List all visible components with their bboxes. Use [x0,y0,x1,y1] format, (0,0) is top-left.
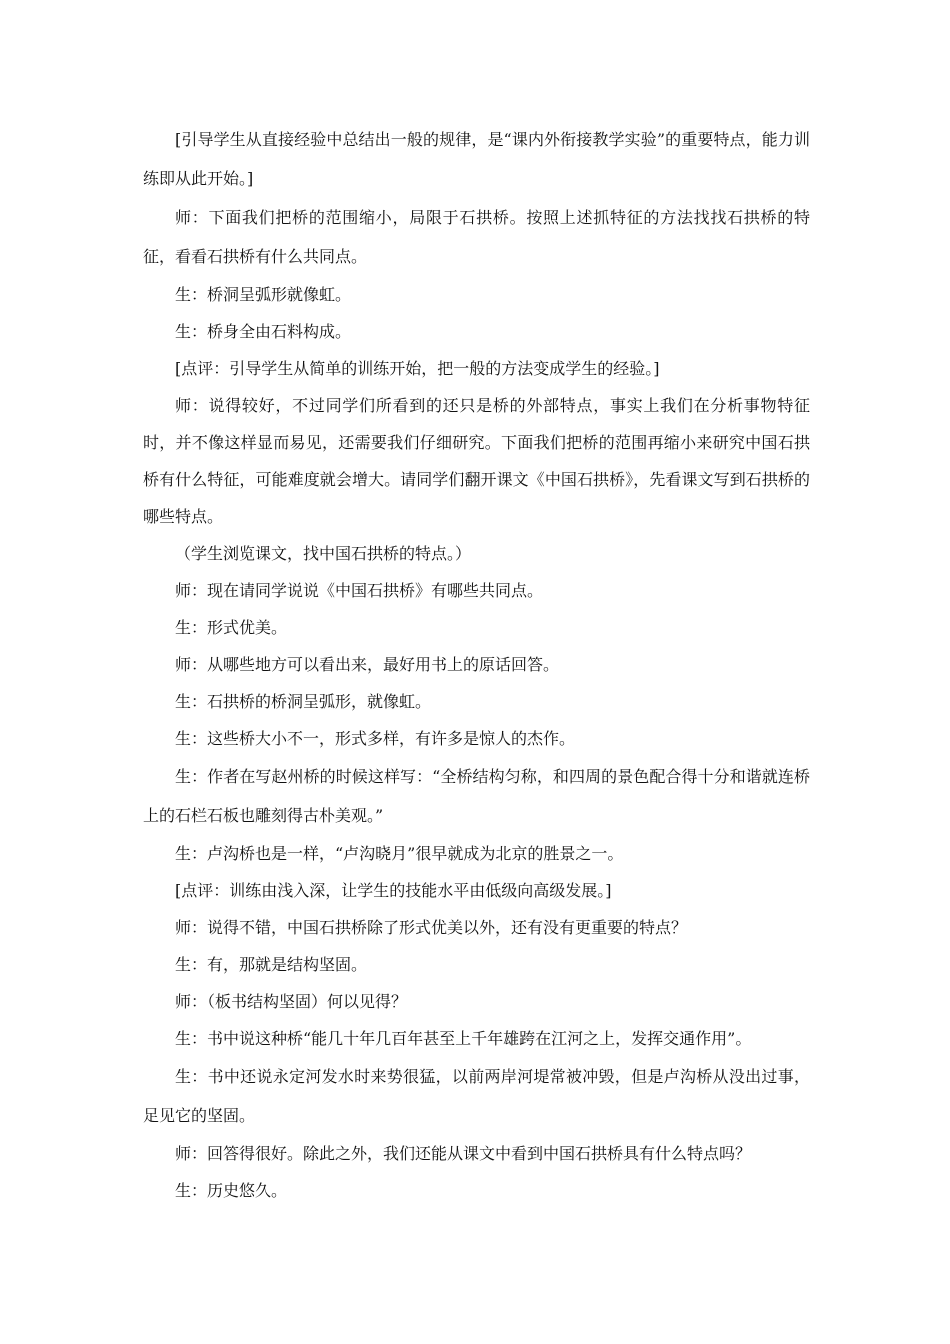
paragraph-comment-2: [点评：引导学生从简单的训练开始，把一般的方法变成学生的经验。] [175,359,660,378]
paragraph-teacher-7: 师：回答得很好。除此之外，我们还能从课文中看到中国石拱桥具有什么特点吗？ [175,1144,752,1163]
paragraph-comment-3: [点评：训练由浅入深，让学生的技能水平由低级向高级发展。] [175,881,612,900]
paragraph-teacher-4: 师：从哪些地方可以看出来，最好用书上的原话回答。 [175,655,560,674]
paragraph-student-7: 生：卢沟桥也是一样，“卢沟晓月”很早就成为北京的胜景之一。 [175,844,624,863]
paragraph-teacher-5: 师：说得不错，中国石拱桥除了形式优美以外，还有没有更重要的特点？ [175,918,688,937]
paragraph-teacher-1: 师：下面我们把桥的范围缩小，局限于石拱桥。按照上述抓特征的方法找找石拱桥的特征，看看石拱桥有什么共同点。 [143,208,810,266]
document-page [143,120,810,1209]
paragraph-student-5: 生：这些桥大小不一，形式多样，有许多是惊人的杰作。 [175,729,576,748]
paragraph-student-3: 生：形式优美。 [175,618,288,637]
paragraph-teacher-6: 师：（板书结构坚固）何以见得？ [175,992,408,1011]
paragraph-student-10: 生：书中还说永定河发水时来势很猛，以前两岸河堤常被冲毁，但是卢沟桥从没出过事，足见它的坚固。 [143,1067,810,1125]
paragraph-teacher-2: 师：说得较好，不过同学们所看到的还只是桥的外部特点，事实上我们在分析事物特征时，并不像这样显而易见，还需要我们仔细研究。下面我们把桥的范围再缩小来研究中国石拱桥有什么特征，可能难度就会增大。请同学们翻开课文《中国石拱桥》，先看课文写到石拱桥的哪些特点。 [143,396,810,526]
paragraph-student-1: 生：桥洞呈弧形就像虹。 [175,285,352,304]
paragraph-student-6: 生：作者在写赵州桥的时候这样写：“全桥结构匀称，和四周的景色配合得十分和谐就连桥上的石栏石板也雕刻得古朴美观。” [143,767,810,825]
paragraph-student-2: 生：桥身全由石料构成。 [175,322,352,341]
paragraph-stage-direction: （学生浏览课文，找中国石拱桥的特点。） [175,544,472,563]
paragraph-teacher-3: 师：现在请同学说说《中国石拱桥》有哪些共同点。 [175,581,544,600]
paragraph-comment-1: [引导学生从直接经验中总结出一般的规律，是“课内外衔接教学实验”的重要特点，能力训练即从此开始。] [143,130,810,188]
paragraph-student-8: 生：有，那就是结构坚固。 [175,955,368,974]
paragraph-student-11: 生：历史悠久。 [175,1181,288,1200]
paragraph-student-9: 生：书中说这种桥“能几十年几百年甚至上千年雄跨在江河之上，发挥交通作用”。 [175,1029,752,1048]
paragraph-student-4: 生：石拱桥的桥洞呈弧形，就像虹。 [175,692,432,711]
